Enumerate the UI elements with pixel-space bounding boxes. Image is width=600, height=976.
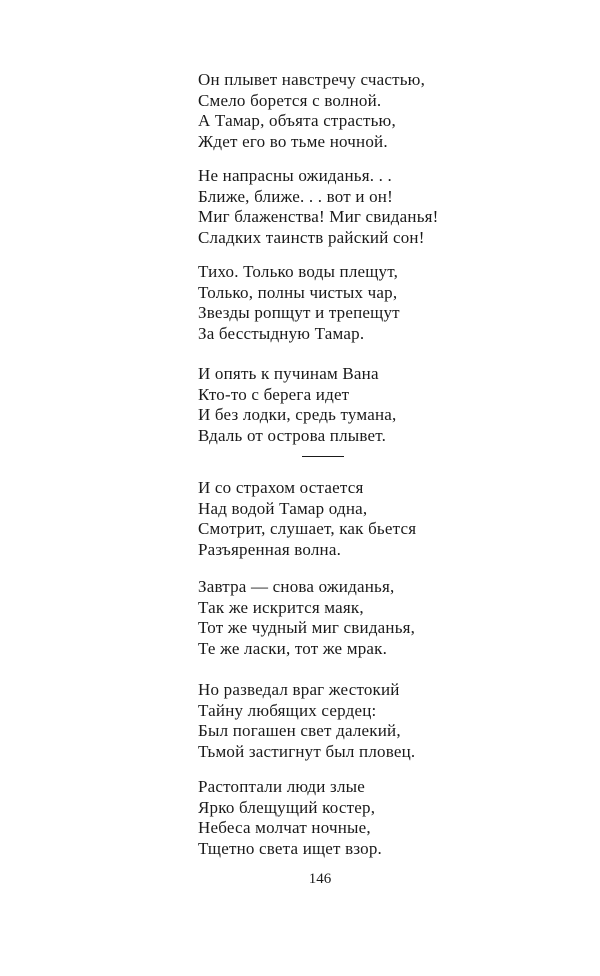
verse-line: Кто-то с берега идет [198, 384, 350, 404]
verse-line: Небеса молчат ночные, [198, 818, 371, 837]
verse-line: Тайну любящих сердец: [198, 700, 377, 720]
verse-line: А Тамар, объята страстью, [198, 111, 396, 130]
stanza [198, 70, 488, 152]
stanza [198, 364, 488, 446]
stanza [198, 166, 488, 248]
stanza [198, 777, 488, 859]
verse-line: Только, полны чистых чар, [198, 282, 398, 302]
page-number: 146 [308, 871, 332, 887]
verse-line: За бесстыдную Тамар. [198, 323, 365, 343]
verse-line: Ждет его во тьме ночной. [198, 131, 388, 151]
section-divider [302, 456, 344, 457]
stanza [198, 478, 488, 560]
verse-line: Сладких таинств райский сон! [198, 227, 425, 247]
verse-line: Вдаль от острова плывет. [198, 425, 387, 445]
verse-line: Но разведал враг жестокий [198, 680, 400, 699]
verse-line: Тот же чудный миг свиданья, [198, 618, 416, 637]
verse-line: Он плывет навстречу счастью, [198, 70, 426, 89]
verse-line: Звезды ропщут и трепещут [198, 303, 400, 322]
verse-line: Разъяренная волна. [198, 539, 342, 559]
verse-line: Не напрасны ожиданья. . . [198, 166, 392, 185]
verse-line: Тьмой застигнут был пловец. [198, 741, 416, 761]
verse-line: Завтра — снова ожиданья, [198, 577, 395, 596]
verse-line: Смотрит, слушает, как бьется [198, 519, 417, 538]
stanza [198, 577, 488, 659]
verse-line: Растоптали люди злые [198, 777, 365, 796]
verse-line: Те же ласки, тот же мрак. [198, 638, 388, 658]
stanza [198, 680, 488, 762]
verse-line: Ближе, ближе. . . вот и он! [198, 186, 393, 206]
verse-line: Был погашен свет далекий, [198, 721, 401, 740]
verse-line: Тщетно света ищет взор. [198, 838, 383, 858]
verse-line: Миг блаженства! Миг свиданья! [198, 207, 439, 226]
stanza [198, 262, 488, 344]
verse-line: Над водой Тамар одна, [198, 498, 368, 518]
verse-line: И со страхом остается [198, 478, 364, 497]
verse-line: Ярко блещущий костер, [198, 797, 376, 817]
verse-line: И без лодки, средь тумана, [198, 405, 397, 424]
verse-line: И опять к пучинам Вана [198, 364, 379, 383]
verse-line: Смело борется с волной. [198, 90, 382, 110]
verse-line: Так же искрится маяк, [198, 597, 364, 617]
verse-line: Тихо. Только воды плещут, [198, 262, 399, 281]
